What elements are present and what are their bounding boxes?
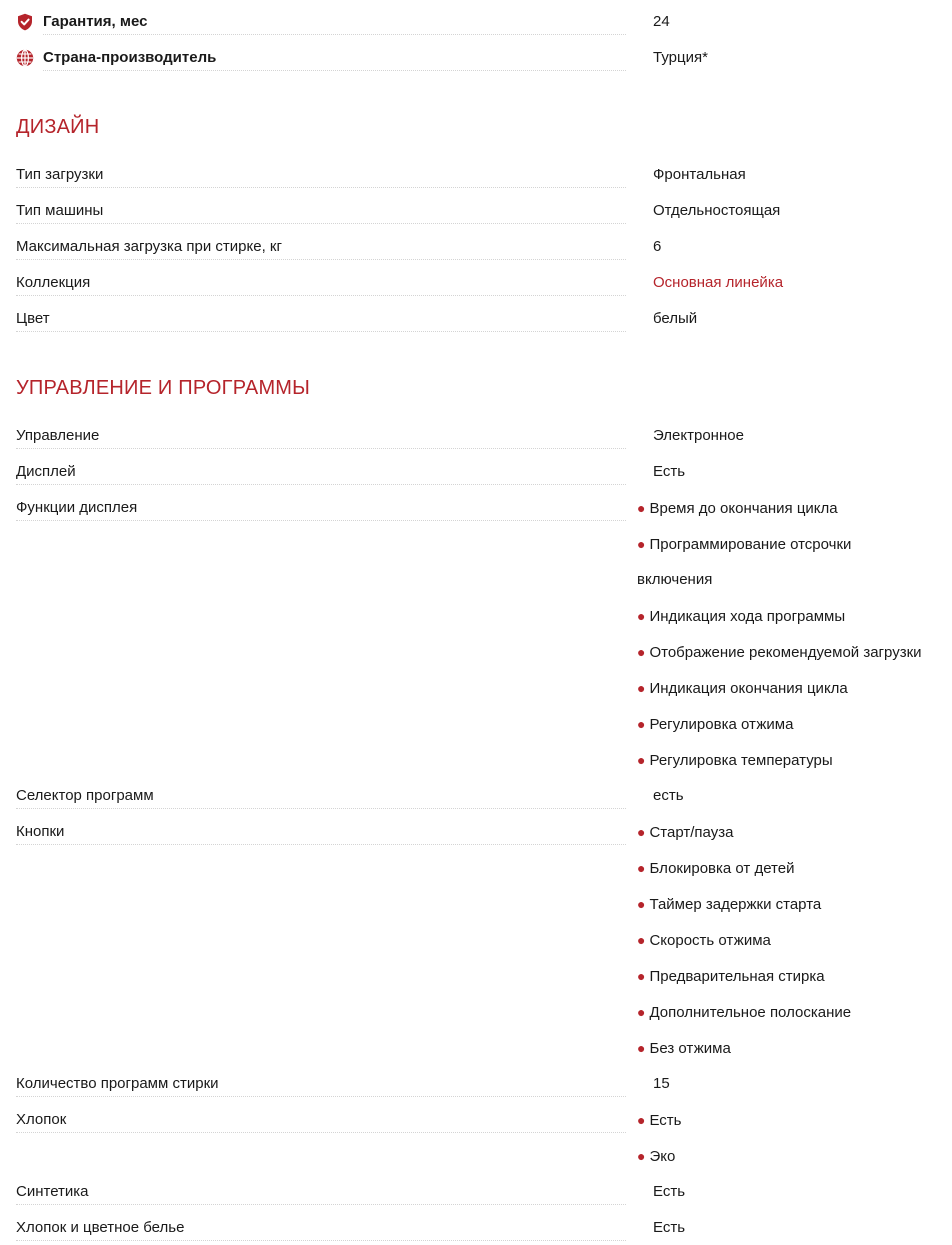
list-item: ● Без отжима xyxy=(637,1040,731,1057)
bullet-icon: ● xyxy=(637,932,646,948)
spec-label: Функции дисплея xyxy=(16,499,626,521)
list-item: ● Старт/пауза xyxy=(637,824,734,841)
bullet-icon: ● xyxy=(637,1148,646,1164)
spec-label: Кнопки xyxy=(16,823,626,845)
section-title-design: ДИЗАЙН xyxy=(16,116,100,138)
spec-row-buttons xyxy=(16,823,952,845)
bullet-icon: ● xyxy=(637,752,646,768)
spec-value: Есть xyxy=(653,463,686,480)
bullet-icon: ● xyxy=(637,644,646,660)
bullet-icon: ● xyxy=(637,968,646,984)
spec-row xyxy=(16,1219,952,1241)
list-item: ● Дополнительное полоскание xyxy=(637,1004,852,1021)
spec-label: Хлопок и цветное белье xyxy=(16,1219,626,1241)
spec-label: Тип машины xyxy=(16,202,626,224)
list-item: ● Индикация хода программы xyxy=(637,608,846,625)
spec-label: Хлопок xyxy=(16,1111,626,1133)
spec-row-warranty xyxy=(16,13,952,35)
bullet-icon: ● xyxy=(637,608,646,624)
spec-label: Селектор программ xyxy=(16,787,626,809)
spec-value: 24 xyxy=(653,13,670,30)
spec-row-cotton xyxy=(16,1111,952,1133)
spec-row xyxy=(16,274,952,296)
spec-row xyxy=(16,238,952,260)
spec-label: Синтетика xyxy=(16,1183,626,1205)
bullet-icon: ● xyxy=(637,680,646,696)
bullet-icon: ● xyxy=(637,896,646,912)
spec-row xyxy=(16,202,952,224)
spec-value: Есть xyxy=(653,1183,686,1200)
list-item: ● Регулировка отжима xyxy=(637,716,794,733)
spec-value: белый xyxy=(653,310,698,327)
spec-label: Управление xyxy=(16,427,626,449)
spec-value: Отдельностоящая xyxy=(653,202,781,219)
bullet-icon: ● xyxy=(637,1004,646,1020)
bullet-icon: ● xyxy=(637,500,646,516)
spec-row xyxy=(16,1075,952,1097)
section-title-control: УПРАВЛЕНИЕ И ПРОГРАММЫ xyxy=(16,377,311,399)
bullet-icon: ● xyxy=(637,824,646,840)
list-item: ● Индикация окончания цикла xyxy=(637,680,848,697)
list-item: ● Отображение рекомендуемой загрузки xyxy=(637,644,922,661)
bullet-icon: ● xyxy=(637,1112,646,1128)
spec-row xyxy=(16,1183,952,1205)
spec-label: Коллекция xyxy=(16,274,626,296)
spec-row-country xyxy=(16,49,952,71)
spec-value: есть xyxy=(653,787,684,804)
collection-link[interactable]: Основная линейка xyxy=(653,274,784,291)
globe-icon xyxy=(16,49,34,67)
spec-row xyxy=(16,310,952,332)
list-item: ● Скорость отжима xyxy=(637,932,771,949)
spec-value: Есть xyxy=(653,1219,686,1236)
spec-label: Количество программ стирки xyxy=(16,1075,626,1097)
bullet-icon: ● xyxy=(637,536,646,552)
spec-label: Цвет xyxy=(16,310,626,332)
list-item-continuation: включения xyxy=(637,571,713,588)
list-item: ● Таймер задержки старта xyxy=(637,896,822,913)
bullet-icon: ● xyxy=(637,860,646,876)
bullet-icon: ● xyxy=(637,1040,646,1056)
spec-value: Фронтальная xyxy=(653,166,746,183)
spec-label: Гарантия, мес xyxy=(43,13,626,35)
spec-value: Электронное xyxy=(653,427,744,444)
bullet-icon: ● xyxy=(637,716,646,732)
spec-label: Дисплей xyxy=(16,463,626,485)
list-item: ● Регулировка температуры xyxy=(637,752,833,769)
spec-row xyxy=(16,166,952,188)
list-item: ● Блокировка от детей xyxy=(637,860,795,877)
list-item: ● Есть xyxy=(637,1112,682,1129)
list-item: ● Предварительная стирка xyxy=(637,968,825,985)
spec-value: 15 xyxy=(653,1075,670,1092)
spec-label: Тип загрузки xyxy=(16,166,626,188)
list-item: ● Время до окончания цикла xyxy=(637,500,838,517)
spec-label: Страна-производитель xyxy=(43,49,626,71)
list-item: ● Программирование отсрочки xyxy=(637,536,852,553)
spec-row xyxy=(16,427,952,449)
shield-check-icon xyxy=(16,13,34,31)
spec-row xyxy=(16,463,952,485)
spec-value: 6 xyxy=(653,238,662,255)
spec-row xyxy=(16,787,952,809)
spec-value: Турция* xyxy=(653,49,708,66)
spec-label: Максимальная загрузка при стирке, кг xyxy=(16,238,626,260)
list-item: ● Эко xyxy=(637,1148,676,1165)
